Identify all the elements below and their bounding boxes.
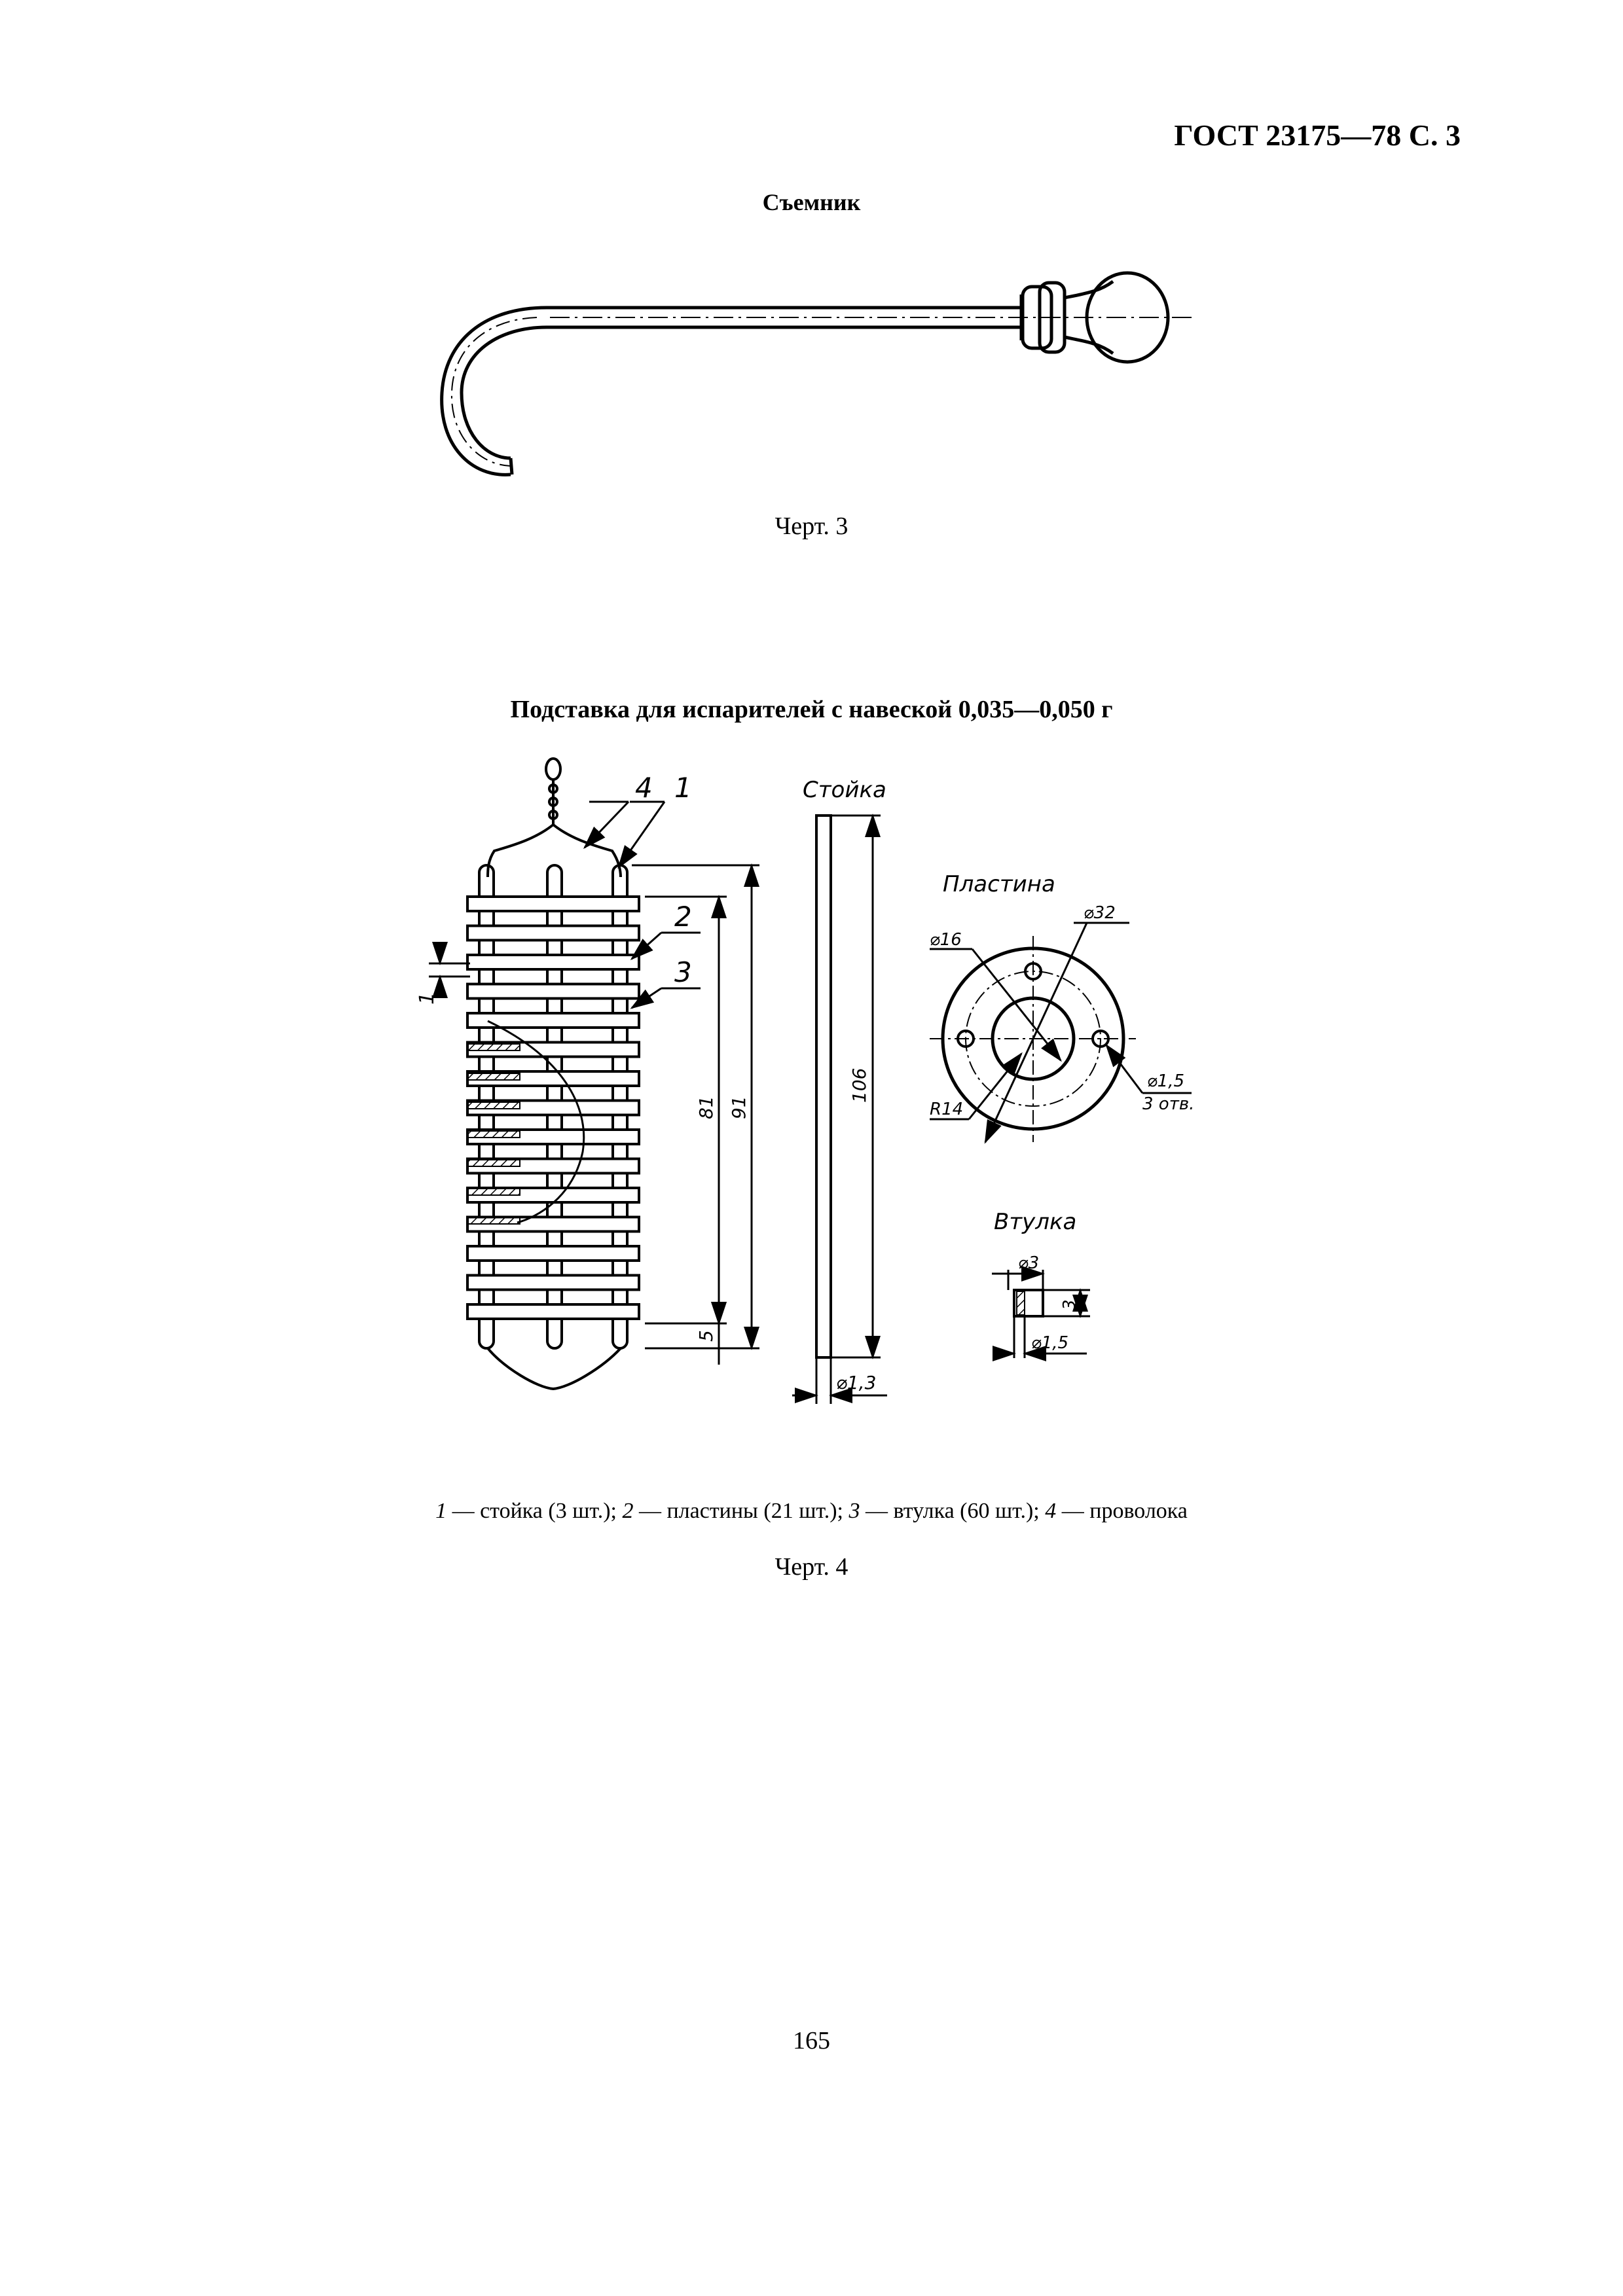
legend-num-1: 1 (435, 1499, 447, 1523)
dim-d16: ⌀16 (930, 930, 962, 950)
dim-holes-count: 3 отв. (1142, 1094, 1195, 1114)
legend-text-4: — проволока (1056, 1499, 1188, 1523)
stand-plate (467, 955, 639, 969)
stand-plate (467, 1013, 639, 1028)
page-number: 165 (793, 2027, 830, 2054)
dim-91: 91 (728, 1096, 750, 1119)
stand-plate (467, 1276, 639, 1290)
stand-post-view (792, 816, 887, 1404)
stand-view-label: Стойка (803, 777, 886, 803)
legend-num-3: 3 (848, 1499, 860, 1523)
figure-4-legend (0, 1499, 1623, 1524)
dim-hole: ⌀1,5 (1147, 1071, 1185, 1091)
remover-hook-drawing (442, 273, 1192, 475)
pitch-dimension (429, 942, 470, 998)
document-header: ГОСТ 23175—78 С. 3 (1174, 118, 1461, 152)
legend-num-2: 2 (622, 1499, 634, 1523)
callout-1: 1 (674, 772, 692, 804)
figure-3-caption: Черт. 3 (775, 512, 848, 540)
stand-plate (467, 1304, 639, 1319)
dim-d32: ⌀32 (1084, 903, 1116, 923)
stand-plate (467, 926, 639, 941)
dim-stand-dia: ⌀1,3 (836, 1372, 877, 1393)
dim-bush-d3: ⌀3 (1018, 1253, 1040, 1273)
stand-plate (467, 897, 639, 911)
figure-3-title: Съемник (762, 189, 861, 215)
dim-r14: R14 (930, 1100, 964, 1119)
dim-106: 106 (848, 1067, 870, 1103)
dim-bush-d15: ⌀1,5 (1031, 1333, 1069, 1353)
stand-plate (467, 1246, 639, 1261)
callout-3: 3 (674, 956, 692, 988)
legend-num-4: 4 (1045, 1499, 1057, 1523)
dim-pitch: 1 (416, 992, 439, 1005)
callout-4: 4 (635, 772, 653, 804)
legend-text-3: — втулка (60 шт.); (860, 1499, 1046, 1523)
legend-text-1: — стойка (3 шт.); (447, 1499, 623, 1523)
legend-text-2: — пластины (21 шт.); (633, 1499, 849, 1523)
callout-2: 2 (674, 901, 692, 933)
figure-4-caption: Черт. 4 (775, 1553, 848, 1581)
dim-5: 5 (695, 1330, 717, 1342)
plate-view-label: Пластина (943, 871, 1055, 897)
stand-plate (467, 984, 639, 999)
figure-4-title: Подставка для испарителей с навеской 0,035—0,050 г (510, 696, 1113, 723)
dim-bush-h: 3 (1060, 1299, 1080, 1310)
dim-81: 81 (695, 1096, 717, 1119)
bushing-view-label: Втулка (994, 1209, 1077, 1235)
